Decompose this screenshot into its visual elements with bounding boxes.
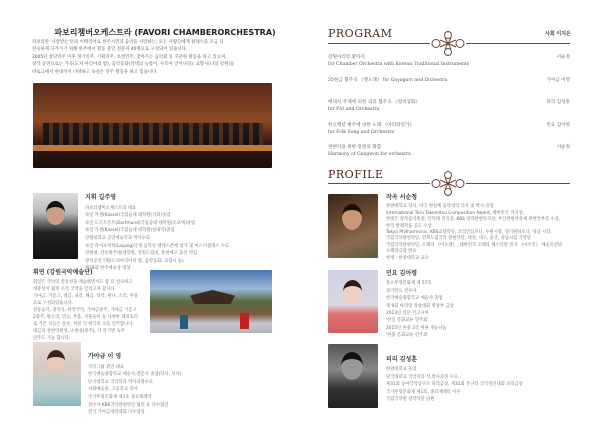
profile-line: 휘연은 국악의 전통성을 계승하면서도 좀 더 친숙하고 xyxy=(33,280,133,285)
profile-line: 국가무형문화재 제1호 종묘제례악 xyxy=(88,394,152,400)
ensemble-photo xyxy=(150,270,272,333)
performer: 피리 김성훈 xyxy=(546,100,570,105)
profile-line: 2013년 일본 키고시마 xyxy=(386,311,429,317)
profile-line: 제31회 동아국악콩쿠르 피리금상, 제31회 온나라 국악경연대회 피리금상 xyxy=(386,382,523,388)
orchestra-intro xyxy=(32,39,302,76)
piece-title: 한오백년 변주에 의한 노래 《아리랑연가》 xyxy=(328,122,415,128)
piece-title: 강원아리랑 환타지 xyxy=(328,55,365,60)
profile-line: 한양대학교 학사, 미국 펜실베 음악대학 석사 및 박사 졸업 xyxy=(386,204,494,210)
profile-line: 연주도 가능 합니다. xyxy=(33,336,71,341)
piece-subtitle: Harmony of Gangwon for orchestra xyxy=(328,152,411,158)
knot-ornament-icon xyxy=(428,170,468,197)
divider xyxy=(466,43,570,44)
profile-line: 2중주, 판소리, 민요, 무용, 사물놀이 등 다양한 레퍼토리 xyxy=(33,315,138,320)
piri-player-profile xyxy=(386,356,586,403)
profile-line: 으로 구성되었습니다. xyxy=(33,301,74,306)
profile-line: 대금과 관현악편성, 소편성(중주), 각 악기별 독주 xyxy=(33,329,125,334)
profile-line: 한국예술종합학교 예술사,전문사 졸업(학사, 석사) xyxy=(88,372,182,378)
profile-line: 한국예술종합학교 예술사 졸업 xyxy=(386,296,443,302)
profile-line: 강원대, 강릉원주대/대학원, 강원도립대, 춘천예고 출강 역임 xyxy=(85,251,197,257)
intro-line: 창작 공연으로는 가곡(도치 아리아의 밤), 음악동화(작네의 늑항이, 수호아 일어나라), 교향시(나의 강원)등 xyxy=(32,62,235,68)
composer-photo xyxy=(328,194,378,258)
profile-line: 파보리챔버오케스트라 대표 xyxy=(85,205,137,211)
program-list xyxy=(328,54,570,167)
program-item xyxy=(328,144,570,167)
profile-line: 대중성이 쉽게 우리 국악을 알리고자 합니다. xyxy=(33,287,116,292)
profile-line: 독일 카셀(Kassel)국립음대 대학원(실내악)졸업 xyxy=(85,228,175,234)
profile-line: 중요무형문화재 제 57호 xyxy=(386,281,432,287)
profile-line: 단국대학교 국악학과 박사과정수료 xyxy=(88,379,153,385)
conductor-name: 지휘 길주영 xyxy=(85,194,117,201)
piece-subtitle: for Folk Song and Orchestra xyxy=(328,129,395,135)
piece-title: 관현악을 위한 강원의 화합 xyxy=(328,145,382,150)
composer-name: 작곡 서순정 xyxy=(386,194,418,201)
orchestra-photo xyxy=(33,83,272,168)
profile-line: 경기민요 전수자 xyxy=(386,288,417,294)
profile-line: 선화예술중, 고등학교 강사 xyxy=(88,387,138,393)
profile-line: '한일 문화교류 연주회' xyxy=(386,318,429,324)
profile-line: 창작공연기획(도치아리아의 밤, 음악동화, 교향시 등) xyxy=(85,258,184,264)
composer-profile xyxy=(386,195,586,262)
profile-line: 현재 : 한양대학교 교수 xyxy=(386,255,429,261)
intro-line: 친숙하게 다가가기 위해 한주에서 활동 중인 전문자 40명으로 구성되어 있습니다. xyxy=(32,47,188,53)
piece-subtitle: for Piri and Orchestra xyxy=(328,107,380,113)
conductor-photo xyxy=(33,193,78,259)
profile-line: 독일 라이프치히(Leipzig)국제 음악성 멘데스존에 참가 및 마스터클래스 수료 xyxy=(85,243,230,249)
ensemble-name: 휘연 (강원국악예술단) xyxy=(33,269,93,276)
profile-line: 한국 발레작품 공모 수상 xyxy=(386,223,432,229)
divider xyxy=(466,183,570,184)
gayageum-photo xyxy=(33,342,81,406)
performer: 가야금 이영 xyxy=(546,77,570,83)
profile-line: 오페라극장 발표 xyxy=(386,249,417,255)
profile-line: 가야금, 거문고, 대금, 피리, 해금, 타악, 판나, 소리, 무용 xyxy=(33,294,138,299)
program-heading: PROGRAM xyxy=(328,27,393,40)
knot-ornament-icon xyxy=(428,30,468,57)
folk-singer-profile xyxy=(386,270,586,340)
profile-line: 국립국악원 창작악단 단원 xyxy=(386,397,435,403)
profile-line: 2015년 한중 3국 여권 개능나눔 xyxy=(386,325,447,331)
profile-line: 전국 가야금경연대회 다수입상 xyxy=(88,410,145,416)
piece-title: 베네치 주제에 의한 피리 협주곡 《청적상화》 xyxy=(328,100,420,105)
profile-line: 국립국악관현악단, 전북도립국악 관현악단, 대전, 대구, 울산, 성남시립 국악단 xyxy=(386,236,532,242)
divider xyxy=(328,183,430,184)
orchestra-title: 파보리챔버오케스트라 (FAVORI CHAMBERORCHESTRA) xyxy=(54,28,276,37)
folk-singer-name: 민요 김아령 xyxy=(386,270,418,277)
intro-line: 2005년 창단연주 이후 정기연주, 기획연주, 초청연주, 찾아가는 음악회 등 꾸준한 활동을 하고 있으며, xyxy=(32,54,227,60)
profile-line: Tokyo Philharmonic, KBS교향악단, 코리안심포니, 수원시향, 경기필하모닉, 성남 시향, xyxy=(386,230,552,236)
conductor-profile xyxy=(85,194,300,273)
performer: 민요 김아령 xyxy=(546,122,570,128)
profile-line: 단국대학교 국악학과 석,박사과정 수료 xyxy=(386,374,458,380)
folk-singer-photo xyxy=(328,270,378,333)
profile-line: 독일 도르트문트(Dortmund)국립음대 대학원(오보에)졸업 xyxy=(85,220,196,226)
gayageum-profile xyxy=(88,353,298,417)
divider xyxy=(328,43,430,44)
profile-line: 제 9회 아리랑 경창대회 명창부 금상 xyxy=(386,303,454,309)
profile-line: 전통음악, 창작곡, 퓨전국악, 가야금중주, 가야금 거문고 xyxy=(33,308,137,313)
piece-subtitle: for Chamber Orchestra with Korean Traditional Instruments xyxy=(328,62,470,68)
profile-line: 독일 카셀(Kassel)국립음대 대학원(지휘)졸업 xyxy=(85,213,171,219)
profile-line: 전수자 KBS국악관현악단 협연 등 다수협연 xyxy=(88,402,169,408)
profile-line: 제28회 한주예술상 대상 xyxy=(85,266,131,272)
program-item xyxy=(328,77,570,100)
intro-line: 바로크에서 현대까지 다양하고 독실은 연주 활동을 하고 있습니다. xyxy=(32,69,158,75)
gayageum-name: 가야금 이 영 xyxy=(88,353,122,360)
ensemble-profile xyxy=(33,269,153,342)
piri-player-name: 피리 김성훈 xyxy=(386,356,418,363)
program-item xyxy=(328,122,570,145)
intro-line: 파보리란 '사랑받는'뜻의 이태리어로 한주시민과 음악을 사랑하는, 모든 사람들에게 클래식을 조금 더 xyxy=(32,40,224,45)
profile-line: 한양대학교 졸업 xyxy=(386,367,417,373)
profile-line: '한중 문화교류 연주회' xyxy=(386,333,429,339)
performer: 서순정 xyxy=(556,145,570,150)
profile-line: 국악그룹 휘연 대표 xyxy=(88,364,124,370)
profile-line: 국립국악관현악단, 오페라 《이오넨》, 대한민국 오페라 페스티벌 전곡 《마우린》 예술의전당 xyxy=(386,242,563,248)
profile-line: International Toru Takemitsu Composition Award, 대한민국 작곡상, xyxy=(386,210,525,216)
mc-name: 사회 이지은 xyxy=(545,31,571,37)
piece-title: 25현금 협주곡 《뱃노래》 for Gayagum and Orchestra xyxy=(328,77,448,83)
profile-heading: PROFILE xyxy=(328,168,384,181)
profile-line: 로 거문 곡들은 물론, 처절 의 한국의 곡을 연주합니다. xyxy=(33,322,134,327)
profile-line: 강원대학교 공연예술학과 박사수료 xyxy=(85,235,150,241)
performer: 서순정 xyxy=(556,55,570,60)
piri-player-photo xyxy=(328,344,378,408)
program-item xyxy=(328,54,570,77)
profile-line: 국가무형문화재 제1호, 종묘제례악 이수 xyxy=(386,389,461,395)
program-item xyxy=(328,99,570,122)
profile-line: 한빛은 창작음악축전, 안익태 작곡상, KBS 창작관현악곡상, 부산관현악축제 관현악부문 수상, xyxy=(386,217,561,223)
